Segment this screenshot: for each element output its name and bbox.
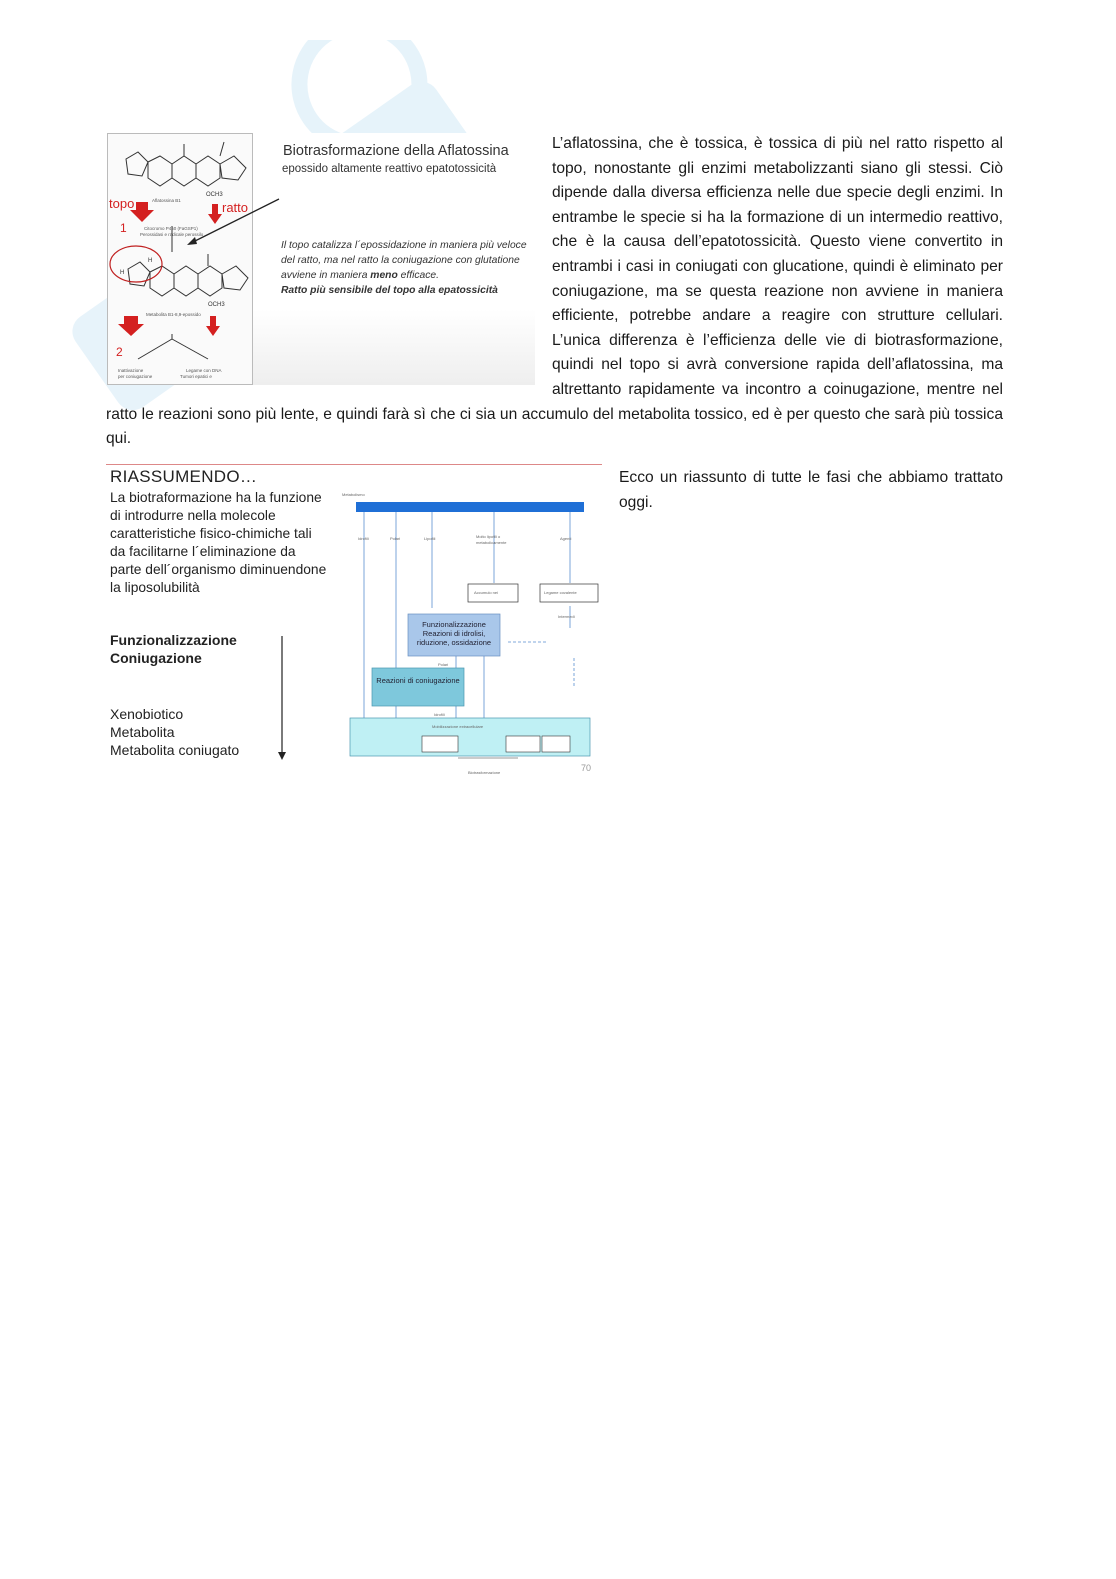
conjugation-label: Coniugazione (110, 650, 202, 666)
svg-text:Accumulo nei: Accumulo nei (474, 590, 499, 595)
slide2-description: La biotraformazione ha la funzione di introdurre nella molecole caratteristiche fisico-chimiche tali da facilitarne l´eliminazione da parte dell´organismo diminuendone la liposolubilità (110, 490, 327, 595)
svg-text:OCH3: OCH3 (208, 302, 225, 308)
slide1-subtitle: epossido altamente reattivo epatotossicità (282, 163, 497, 175)
slide2-title: RIASSUMENDO… (110, 467, 258, 486)
svg-text:Tumori epatici e: Tumori epatici e (180, 374, 212, 379)
slide1-title: Biotrasformazione della Aflatossina (283, 143, 509, 159)
svg-text:Lipofili: Lipofili (424, 536, 436, 541)
svg-text:Idrofili: Idrofili (358, 536, 369, 541)
svg-text:metabolicamente: metabolicamente (476, 540, 507, 545)
svg-text:per coniugazione: per coniugazione (118, 374, 153, 379)
functionalization-box: Funzionalizzazione Reazioni di idrolisi, riduzione, ossidazione (416, 620, 492, 647)
metabolism-flow-diagram (338, 488, 602, 778)
xenobiotic-label: Xenobiotico (110, 706, 184, 722)
slide2-rule (106, 464, 602, 465)
svg-text:Inattivazione: Inattivazione (118, 368, 144, 373)
slide1-note: Il topo catalizza l´epossidazione in maniera più veloce del ratto, ma nel ratto la coniugazione con glutatione avviene in maniera meno efficace. Ratto più sensibile del topo alla epatossicità (281, 240, 527, 296)
down-arrow-icon (276, 634, 288, 762)
svg-text:Intermedi: Intermedi (558, 614, 575, 619)
svg-text:Metabolismo: Metabolismo (342, 492, 365, 497)
body-paragraph-summary: Ecco un riassunto di tutte le fasi che abbiamo trattato oggi. (619, 469, 1003, 511)
topo-label: topo (109, 196, 135, 211)
metabolite-label: Metabolita (110, 724, 175, 740)
functionalization-label: Funzionalizzazione (110, 632, 237, 648)
svg-text:OCH3: OCH3 (206, 192, 223, 198)
conjugation-box: Reazioni di coniugazione (376, 676, 460, 685)
svg-text:Metabolita B1-8,9-epossido: Metabolita B1-8,9-epossido (146, 312, 201, 317)
svg-text:Polari: Polari (390, 536, 401, 541)
slide-page-number: 70 (580, 763, 591, 773)
image-float-spacer (106, 132, 552, 378)
svg-text:Molto lipofili o: Molto lipofili o (476, 534, 501, 539)
svg-text:Perossidasi e radicale perossi: Perossidasi e radicale perossilo (140, 232, 204, 237)
svg-text:2: 2 (116, 345, 123, 359)
svg-text:Polari: Polari (438, 662, 449, 667)
svg-text:Agenti: Agenti (560, 536, 572, 541)
summary-slide-image (106, 464, 604, 780)
svg-text:Mobilizzazione extracellulare: Mobilizzazione extracellulare (432, 724, 484, 729)
conjugated-metabolite-label: Metabolita coniugato (110, 742, 240, 758)
svg-text:Idrofili: Idrofili (434, 712, 445, 717)
ratto-label: ratto (222, 200, 249, 215)
svg-text:H: H (148, 258, 153, 264)
svg-text:Aflatossina B1: Aflatossina B1 (152, 198, 181, 203)
svg-text:Biotrasformazione: Biotrasformazione (468, 770, 501, 775)
svg-text:H: H (120, 270, 125, 276)
svg-text:Legame con DNA: Legame con DNA (186, 368, 222, 373)
svg-text:1: 1 (120, 221, 127, 235)
svg-text:Legame covalente: Legame covalente (544, 590, 577, 595)
body-paragraph-aflatoxin: L’aflatossina, che è tossica, è tossica di più nel ratto rispetto al topo, nonostante gli enzimi metabolizzanti siano gli stessi. Ciò dipende dalla diversa efficienza nelle due specie degli enzimi. In entrambe le specie si ha la formazione di un intermedio reattivo, che è la causa dell’epatotossicità. Questo viene convertito in entrambi i casi in coniugati con glucatione, quindi è eliminato per coniugazione, ma se questa reazione non avviene in maniera efficiente, potrebbe andare a reagire con strutture cellulari. L’unica differenza è l’efficienza delle vie di biotrasformazione, quindi nel topo si avrà conversione rapida dell’aflatossina, ma altrettanto rapidamente va incontro a coinugazione, mentre nel ratto le reazioni sono più lente, e quindi farà sì che ci sia un accumulo del metabolita tossico, ed è per questo che sarà più tossica qui. (106, 132, 1003, 452)
svg-text:Citocromo P450 (FaGSP1): Citocromo P450 (FaGSP1) (144, 226, 198, 231)
